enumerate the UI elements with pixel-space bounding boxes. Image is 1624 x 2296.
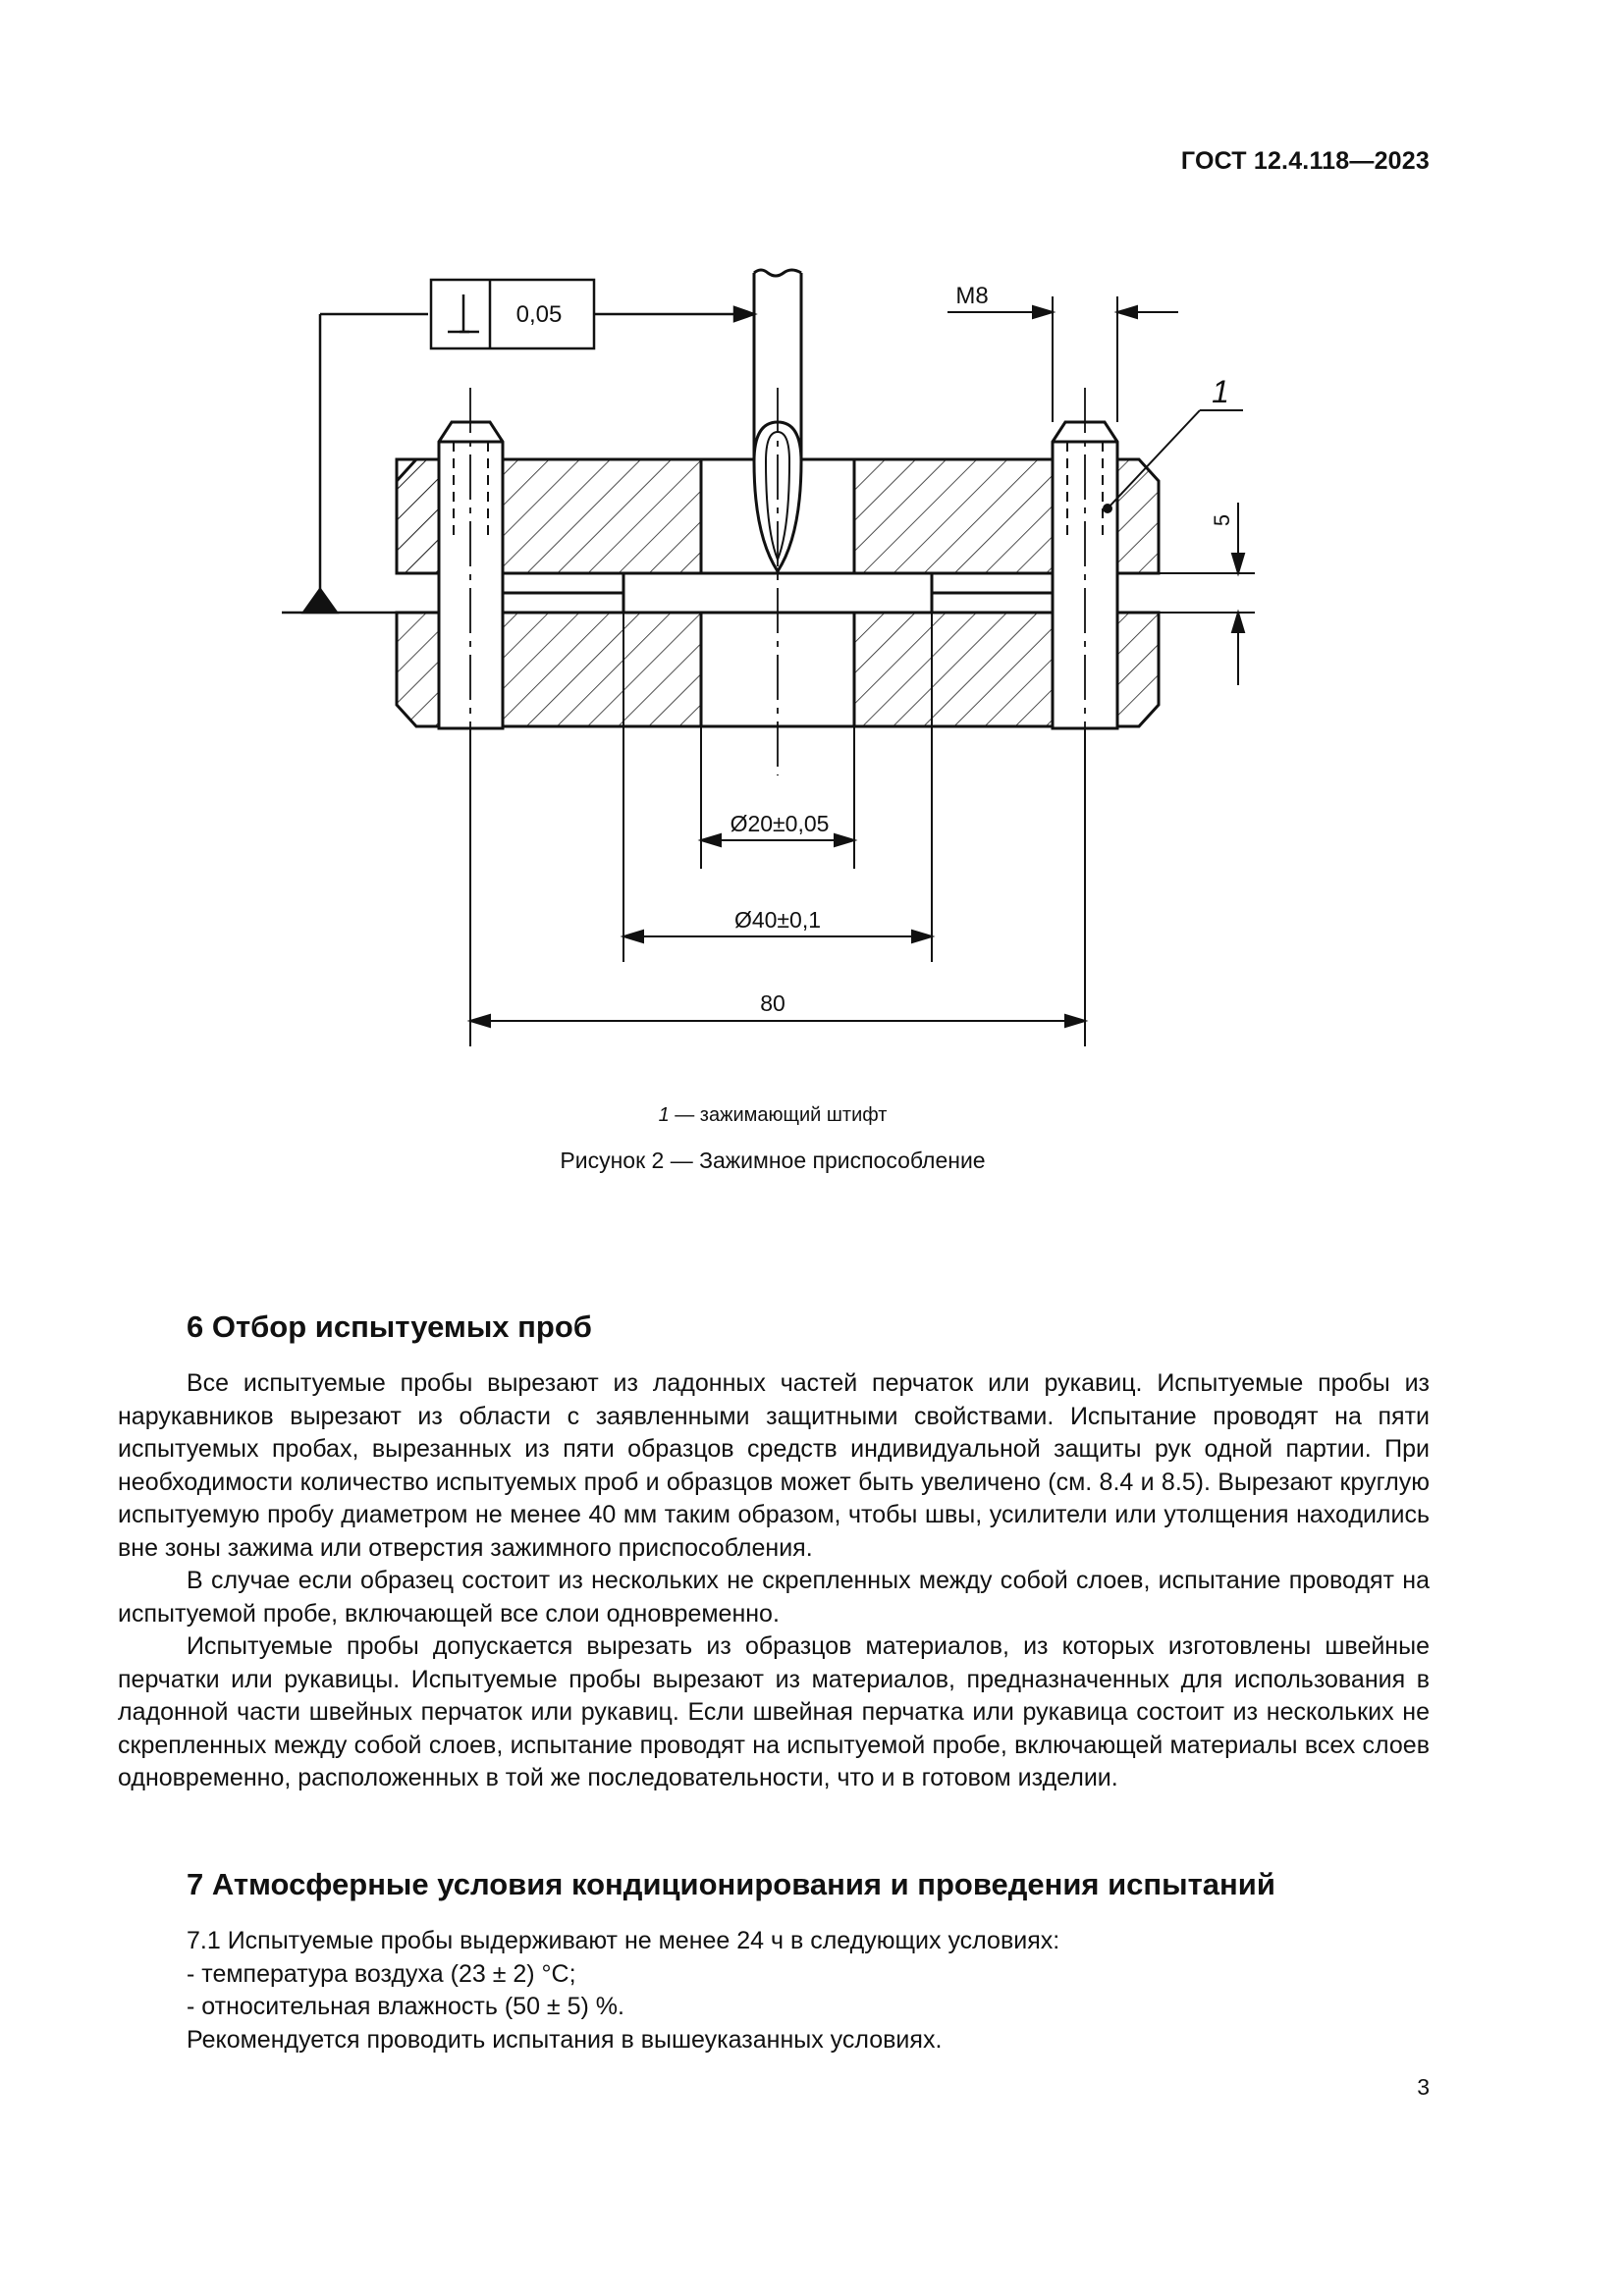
document-header: ГОСТ 12.4.118—2023 xyxy=(1180,147,1430,175)
thread-label: M8 xyxy=(955,283,989,309)
gap-dimension xyxy=(1159,503,1255,685)
thread-dimension xyxy=(947,296,1178,422)
section-6-title: 6 Отбор испытуемых проб xyxy=(187,1309,592,1344)
pin-spacing-label: 80 xyxy=(760,990,785,1016)
section-6-paragraph-3: Испытуемые пробы допускается вырезать из образцов материалов, из которых изготовлены швейные перчатки или рукавицы. Испытуемые пробы вырезают из материалов, предназначенных для использования в ладонной части швейных перчаток или рукавиц. Если швейная перчатка или рукавица состоит из нескольких не скрепленных между собой слоев, испытание проводят на испытуемой пробе, включающей материалы всех слоев одновременно, расположенных в той же последовательности, что и в готовом изделии. xyxy=(118,1632,1430,1791)
recess-d40-label: Ø40±0,1 xyxy=(733,907,822,933)
condition-humidity: - относительная влажность (50 ± 5) %. xyxy=(187,1993,624,2020)
condition-temperature: - температура воздуха (23 ± 2) °С; xyxy=(187,1959,576,1988)
lower-plate-left-inner xyxy=(503,613,701,726)
tolerance-frame xyxy=(431,280,594,348)
recommendation-note: Рекомендуется проводить испытания в вышеуказанных условиях. xyxy=(187,2025,943,2054)
callout-number: 1 xyxy=(1212,374,1229,409)
section-7-body xyxy=(187,1925,1430,2056)
bore-d20-label: Ø20±0,05 xyxy=(730,811,830,836)
section-6-body xyxy=(118,1367,1430,1795)
upper-plate-left-chamfer xyxy=(397,459,439,573)
section-6-paragraph-2: В случае если образец состоит из нескольких не скрепленных между собой слоев, испытание проводят на испытуемой пробе, включающей все слои одновременно. xyxy=(118,1567,1430,1628)
section-7-title: 7 Атмосферные условия кондиционирования и проведения испытаний xyxy=(187,1867,1275,1901)
clamping-device-drawing xyxy=(0,0,1624,1099)
figure-caption: Рисунок 2 — Зажимное приспособление xyxy=(560,1148,986,1173)
upper-plate-right-inner xyxy=(854,459,1053,573)
tolerance-value: 0,05 xyxy=(515,301,563,328)
page-number: 3 xyxy=(1417,2074,1430,2100)
lower-plate-right-inner xyxy=(854,613,1053,726)
clause-7-1: 7.1 Испытуемые пробы выдерживают не менее 24 ч в следующих условиях: xyxy=(187,1927,1060,1954)
gap-dimension-value: 5 xyxy=(1210,513,1234,527)
legend-number: 1 xyxy=(658,1104,670,1126)
figure-legend xyxy=(0,1104,1545,1127)
section-6-paragraph-1: Все испытуемые пробы вырезают из ладонных частей перчаток или рукавиц. Испытуемые пробы из нарукавников вырезают из области с заявленными защитными свойствами. Испытание проводят на пяти испытуемых пробах, вырезанных из пяти образцов средств индивидуальной защиты рук одной партии. При необходимости количество испытуемых проб и образцов может быть увеличено (см. 8.4 и 8.5). Вырезают круглую испытуемую пробу диаметром не менее 40 мм таким образом, чтобы швы, усилители или утолщения находились вне зоны зажима или отверстия зажимного приспособления. xyxy=(118,1369,1430,1562)
upper-plate-left-inner xyxy=(503,459,701,573)
lower-plate-left-outer xyxy=(397,613,439,726)
legend-text: — зажимающий штифт xyxy=(669,1104,888,1126)
lower-plate-right-outer xyxy=(1117,613,1159,726)
